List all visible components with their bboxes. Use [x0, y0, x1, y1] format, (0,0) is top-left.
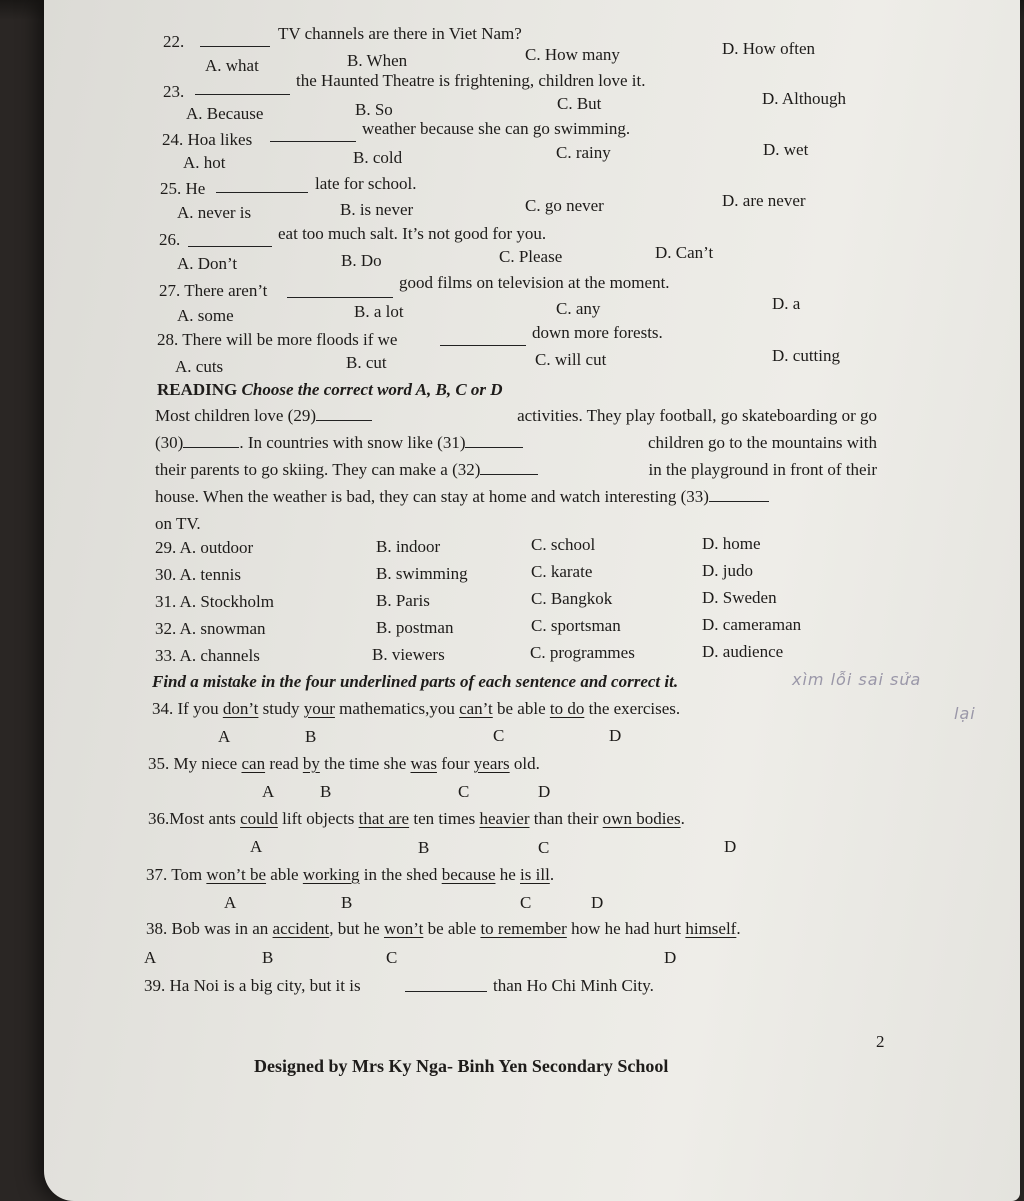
- q39-stem-start: 39. Ha Noi is a big city, but it is: [144, 976, 361, 995]
- q38-letter-d: D: [664, 948, 677, 967]
- q26-option-a: A. Don’t: [177, 254, 238, 273]
- q26-num: 26.: [159, 230, 181, 249]
- opt31-d: D. Sweden: [702, 588, 777, 607]
- q26-option-b: B. Do: [341, 251, 382, 270]
- sentence-text: 37. Tom: [146, 865, 207, 884]
- q36-letter-b: B: [418, 838, 430, 857]
- underlined-part-a: can: [241, 754, 266, 773]
- underlined-part-b: that are: [358, 809, 410, 828]
- mistake-instruction: Find a mistake in the four underlined parts of each sentence and correct it.: [152, 672, 679, 691]
- q34-letter-c: C: [493, 726, 505, 745]
- opt30-a: 30. A. tennis: [155, 565, 241, 584]
- q24-blank: [270, 127, 356, 142]
- q36-letter-d: D: [724, 837, 737, 856]
- handwritten-note: xìm lỗi sai sửa: [792, 670, 922, 689]
- sentence-text: than their: [529, 809, 603, 828]
- q22-option-d: D. How often: [722, 39, 816, 58]
- q27-option-a: A. some: [177, 306, 234, 325]
- sentence-text: 38. Bob was in an: [146, 919, 273, 938]
- gap-31: [465, 433, 523, 448]
- underlined-part-c: heavier: [479, 809, 530, 828]
- q36-letter-a: A: [250, 837, 263, 856]
- sentence-text: the exercises.: [584, 699, 681, 718]
- q27-stem: good films on television at the moment.: [399, 273, 670, 292]
- sentence-text: .: [680, 809, 685, 828]
- underlined-part-a: accident: [272, 919, 330, 938]
- passage-text: house. When the weather is bad, they can stay at home and watch interesting (33): [155, 487, 709, 506]
- sentence-text: 34. If you: [152, 699, 223, 718]
- underlined-part-a: won’t be: [206, 865, 267, 884]
- gap-33: [709, 487, 769, 502]
- opt29-b: B. indoor: [376, 537, 441, 556]
- q37-letter-a: A: [224, 893, 237, 912]
- opt29-a: 29. A. outdoor: [155, 538, 254, 557]
- underlined-part-c: was: [410, 754, 437, 773]
- opt32-d: D. cameraman: [702, 615, 802, 634]
- underlined-part-c: can’t: [459, 699, 493, 718]
- passage-text: in the playground in front of their: [648, 460, 877, 479]
- q27-option-c: C. any: [556, 299, 601, 318]
- opt33-c: C. programmes: [530, 643, 635, 662]
- q23-stem: the Haunted Theatre is frightening, children love it.: [296, 71, 646, 90]
- sentence-text: old.: [509, 754, 540, 773]
- sentence-text: how he had hurt: [566, 919, 686, 938]
- opt31-b: B. Paris: [376, 591, 430, 610]
- underlined-part-b: your: [303, 699, 335, 718]
- q24-option-d: D. wet: [763, 140, 809, 159]
- q25-option-c: C. go never: [525, 196, 604, 215]
- sentence-text: read: [265, 754, 303, 773]
- q22-option-a: A. what: [205, 56, 259, 75]
- sentence-text: , but he: [329, 919, 384, 938]
- sentence-text: .: [549, 865, 555, 884]
- passage-text: (30): [155, 433, 184, 452]
- q34-letter-b: B: [305, 727, 317, 746]
- q28-option-c: C. will cut: [535, 350, 607, 369]
- opt30-d: D. judo: [702, 561, 753, 580]
- passage-line-5: on TV.: [155, 514, 201, 533]
- opt32-a: 32. A. snowman: [155, 619, 266, 638]
- page-number: 2: [876, 1032, 885, 1051]
- q23-option-c: C. But: [557, 94, 602, 113]
- reading-instruction: Choose the correct word A, B, C or D: [241, 380, 503, 399]
- q28-blank: [440, 331, 526, 346]
- q25-stem-start: 25. He: [160, 179, 206, 198]
- underlined-part-d: own bodies: [602, 809, 681, 828]
- passage-text: children go to the mountains with: [648, 433, 877, 452]
- q23-blank: [195, 80, 290, 95]
- q28-option-b: B. cut: [346, 353, 387, 372]
- sentence-text: he: [495, 865, 521, 884]
- q25-option-d: D. are never: [722, 191, 806, 210]
- q39-stem: than Ho Chi Minh City.: [493, 976, 654, 995]
- underlined-part-d: to do: [549, 699, 585, 718]
- q34-letter-a: A: [218, 727, 231, 746]
- sentence-text: be able: [423, 919, 481, 938]
- q25-option-a: A. never is: [177, 203, 252, 222]
- opt29-c: C. school: [531, 535, 596, 554]
- opt33-d: D. audience: [702, 642, 784, 661]
- underlined-part-d: himself: [685, 919, 737, 938]
- q24-option-c: C. rainy: [556, 143, 611, 162]
- underlined-part-b: working: [302, 865, 360, 884]
- opt30-c: C. karate: [531, 562, 593, 581]
- q24-option-a: A. hot: [183, 153, 226, 172]
- passage-line-3: [155, 456, 877, 483]
- q35-letter-a: A: [262, 782, 275, 801]
- q37-letter-c: C: [520, 893, 532, 912]
- passage-line-1: [155, 402, 877, 429]
- q25-stem: late for school.: [315, 174, 417, 193]
- q28-stem: down more forests.: [532, 323, 663, 342]
- gap-29: [316, 406, 372, 421]
- opt33-a: 33. A. channels: [155, 646, 260, 665]
- opt31-a: 31. A. Stockholm: [155, 592, 275, 611]
- passage-text: activities. They play football, go skateboarding or go: [517, 406, 877, 425]
- q27-option-d: D. a: [772, 294, 801, 313]
- q38-letter-a: A: [144, 948, 157, 967]
- q35-letter-d: D: [538, 782, 551, 801]
- q38-letter-b: B: [262, 948, 274, 967]
- underlined-part-c: to remember: [480, 919, 567, 938]
- underlined-part-d: is ill: [520, 865, 550, 884]
- q26-option-d: D. Can’t: [655, 243, 714, 262]
- opt31-c: C. Bangkok: [531, 589, 613, 608]
- sentence-text: lift objects: [277, 809, 359, 828]
- q23-option-a: A. Because: [186, 104, 264, 123]
- q34-sentence: [152, 699, 680, 719]
- passage-line-4: [155, 483, 877, 510]
- underlined-part-b: by: [302, 754, 320, 773]
- reading-passage: [155, 402, 877, 537]
- q37-letter-b: B: [341, 893, 353, 912]
- q25-option-b: B. is never: [340, 200, 414, 219]
- underlined-part-d: years: [473, 754, 510, 773]
- q23-option-d: D. Although: [762, 89, 847, 108]
- q39-blank: [405, 977, 487, 992]
- sentence-text: able: [266, 865, 303, 884]
- handwritten-note-2: lại: [954, 704, 976, 723]
- q22-option-c: C. How many: [525, 45, 620, 64]
- q26-stem: eat too much salt. It’s not good for you.: [278, 224, 547, 243]
- opt29-d: D. home: [702, 534, 761, 553]
- q23-num: 23.: [163, 82, 185, 101]
- q28-stem-start: 28. There will be more floods if we: [157, 330, 398, 349]
- sentence-text: be able: [492, 699, 550, 718]
- sentence-text: study: [258, 699, 304, 718]
- gap-32: [480, 460, 538, 475]
- reading-title: READING: [157, 380, 238, 399]
- passage-line-2: [155, 429, 877, 456]
- q26-blank: [188, 232, 272, 247]
- q27-stem-start: 27. There aren’t: [159, 281, 268, 300]
- q27-blank: [287, 283, 393, 298]
- q28-option-d: D. cutting: [772, 346, 840, 365]
- opt32-b: B. postman: [376, 618, 454, 637]
- sentence-text: mathematics,you: [334, 699, 460, 718]
- q25-blank: [216, 178, 308, 193]
- q34-letter-d: D: [609, 726, 622, 745]
- passage-text: Most children love (29): [155, 406, 316, 425]
- q37-letter-d: D: [591, 893, 604, 912]
- underlined-part-a: don’t: [222, 699, 259, 718]
- q35-letter-b: B: [320, 782, 332, 801]
- passage-text: their parents to go skiing. They can make a (32): [155, 460, 481, 479]
- sentence-text: four: [436, 754, 474, 773]
- q22-stem: TV channels are there in Viet Nam?: [278, 24, 522, 43]
- q28-option-a: A. cuts: [175, 357, 224, 376]
- q36-letter-c: C: [538, 838, 550, 857]
- q24-stem-start: 24. Hoa likes: [162, 130, 253, 149]
- q35-letter-c: C: [458, 782, 470, 801]
- opt30-b: B. swimming: [376, 564, 468, 583]
- sentence-text: 35. My niece: [148, 754, 242, 773]
- q22-num: 22.: [163, 32, 185, 51]
- sentence-text: in the shed: [359, 865, 442, 884]
- sentence-text: 36.Most ants: [148, 809, 241, 828]
- opt33-b: B. viewers: [372, 645, 445, 664]
- q38-letter-c: C: [386, 948, 398, 967]
- sentence-text: .: [736, 919, 741, 938]
- q22-option-b: B. When: [347, 51, 408, 70]
- q23-option-b: B. So: [355, 100, 393, 119]
- q22-blank: [200, 32, 270, 47]
- passage-text: . In countries with snow like (31): [239, 433, 466, 452]
- q24-option-b: B. cold: [353, 148, 403, 167]
- q35-sentence: [148, 754, 540, 774]
- q24-stem: weather because she can go swimming.: [362, 119, 631, 138]
- sentence-text: the time she: [319, 754, 411, 773]
- gap-30: [183, 433, 239, 448]
- underlined-part-a: could: [240, 809, 278, 828]
- q37-sentence: [146, 865, 554, 885]
- underlined-part-b: won’t: [383, 919, 424, 938]
- q26-option-c: C. Please: [499, 247, 563, 266]
- opt32-c: C. sportsman: [531, 616, 621, 635]
- q27-option-b: B. a lot: [354, 302, 404, 321]
- footer-credit: Designed by Mrs Ky Nga- Binh Yen Secondary School: [254, 1056, 669, 1076]
- q38-sentence: [146, 919, 741, 939]
- reading-header: [157, 380, 503, 400]
- q36-sentence: [148, 809, 685, 829]
- sentence-text: ten times: [409, 809, 480, 828]
- underlined-part-c: because: [441, 865, 496, 884]
